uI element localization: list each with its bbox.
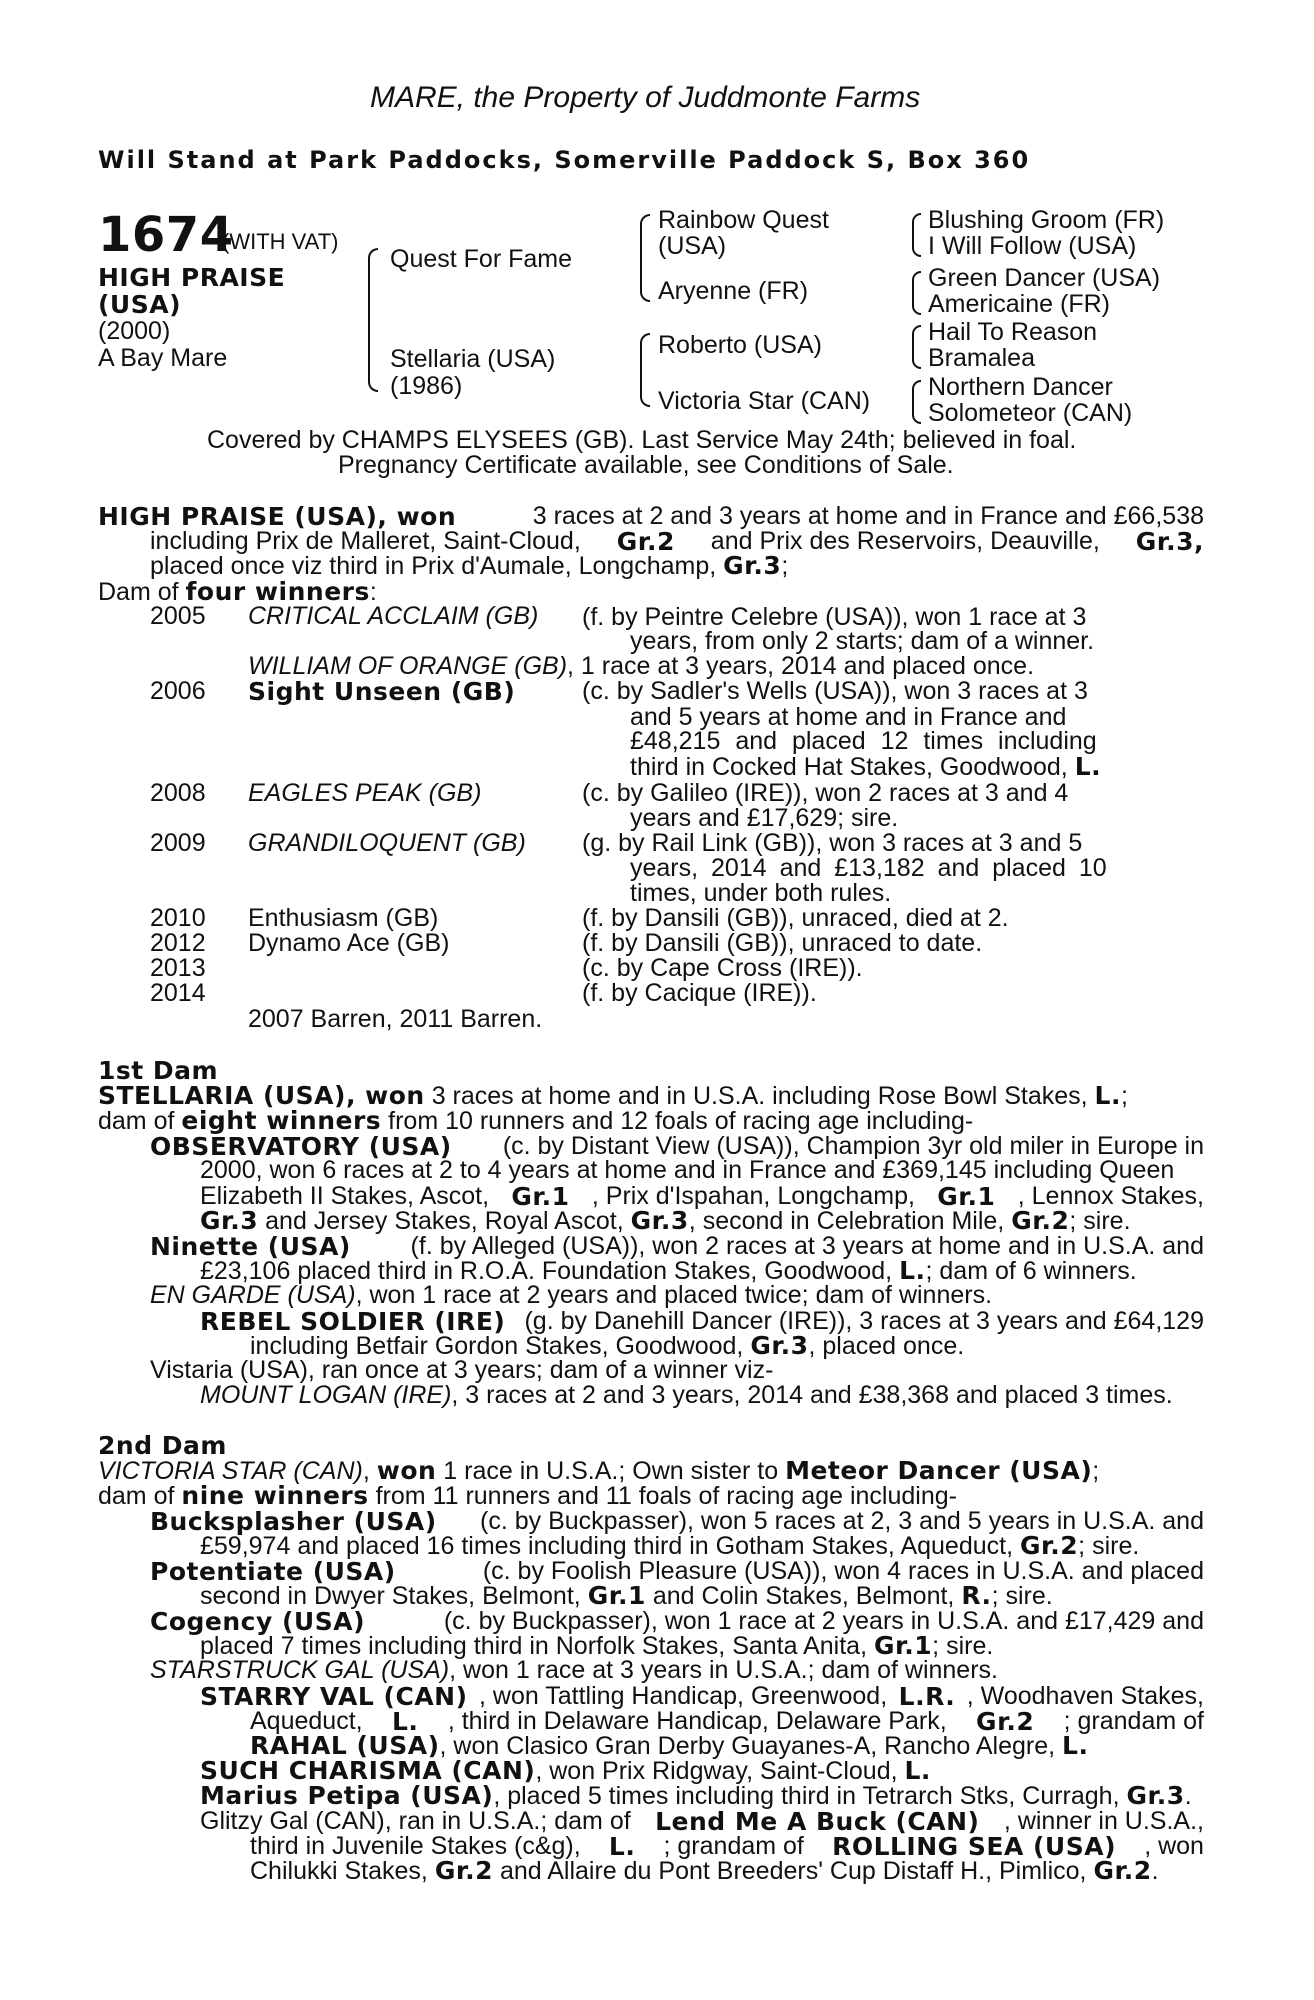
pedigree-gg3: Green Dancer (USA)	[928, 264, 1161, 292]
text-span: ; sire.	[932, 1632, 994, 1660]
grade: Gr.3	[1126, 1781, 1185, 1810]
text-span: (f. by Alleged (USA)), won 2 races at 3 years at home and in U.S.A. and	[410, 1232, 1204, 1260]
horse-name-italic: VICTORIA STAR (CAN)	[98, 1457, 363, 1485]
grade: L.	[904, 1756, 931, 1785]
text-span: £59,974 and placed 16 times including third in Gotham Stakes, Aqueduct,	[200, 1532, 1014, 1560]
grade: Gr.3	[750, 1331, 809, 1360]
text-span: (c. by Distant View (USA)), Champion 3yr old miler in Europe in	[502, 1132, 1204, 1160]
grade: L.	[391, 1707, 419, 1736]
grade: Gr.1	[511, 1182, 570, 1211]
text-span: Glitzy Gal (CAN), ran in U.S.A.; dam of	[200, 1807, 631, 1835]
grade: L.	[1062, 1731, 1089, 1760]
grade: Gr.1	[937, 1182, 996, 1211]
text-span: ; sire.	[1069, 1207, 1131, 1235]
text-span: :	[369, 578, 377, 606]
text-line	[150, 1607, 1204, 1634]
text-span: ;	[781, 552, 789, 580]
text-span: , won 1 race at 3 years in U.S.A.; dam of winners.	[449, 1656, 998, 1684]
text-span: Elizabeth II Stakes, Ascot,	[200, 1182, 490, 1210]
produce-detail	[630, 703, 1118, 730]
horse-name-bold: Potentiate (USA)	[150, 1557, 396, 1586]
pedigree-dam-sire: Roberto (USA)	[658, 331, 822, 359]
first-dam-heading: 1st Dam	[98, 1056, 219, 1085]
pedigree-sire-dam: Aryenne (FR)	[658, 277, 809, 305]
text-span: third in Juvenile Stakes (c&g),	[250, 1832, 581, 1860]
text-line	[200, 1807, 1204, 1834]
text-line	[200, 1207, 1131, 1235]
text-line: Vistaria (USA), ran once at 3 years; dam of a winner viz-	[150, 1356, 774, 1384]
text-span: , Woodhaven Stakes,	[966, 1682, 1204, 1710]
grade: Gr.2	[1093, 1856, 1152, 1885]
text-line	[150, 1507, 1204, 1534]
text-span: third in Cocked Hat Stakes, Goodwood,	[630, 753, 1068, 781]
grade: L.	[899, 1256, 926, 1285]
grade: Gr.3	[723, 551, 782, 580]
text-span: and 5 years at home and in France and	[630, 703, 1067, 731]
horse-name-bold: SUCH CHARISMA (CAN)	[200, 1756, 536, 1785]
horse-name: HIGH PRAISE	[98, 263, 286, 292]
text-span: ; sire.	[1078, 1532, 1140, 1560]
produce-year: 2010	[150, 904, 206, 932]
grade: Gr.3	[630, 1206, 689, 1235]
pedigree-brace-g4	[912, 380, 921, 424]
produce-year: 2014	[150, 979, 206, 1007]
text-line	[200, 1782, 1192, 1810]
horse-name-bold: ROLLING SEA (USA)	[832, 1832, 1117, 1861]
won-label: won	[376, 1456, 437, 1485]
text-line	[98, 1107, 973, 1135]
horse-name-bold: Meteor Dancer (USA)	[785, 1456, 1093, 1485]
text-line	[150, 1657, 998, 1684]
produce-detail: (c. by Sadler's Wells (USA)), won 3 races at 3	[582, 677, 1088, 705]
text-span: and Jersey Stakes, Royal Ascot,	[265, 1207, 624, 1235]
text-span: .	[1151, 1857, 1159, 1885]
pedigree-brace-sire	[640, 214, 650, 302]
grade: Gr.2	[1011, 1206, 1070, 1235]
text-line	[150, 1557, 1204, 1584]
covered-note: Covered by CHAMPS ELYSEES (GB). Last Service May 24th; believed in foal.	[207, 426, 1077, 454]
text-span: (g. by Danehill Dancer (IRE)), 3 races at 3 years and £64,129	[524, 1307, 1204, 1335]
text-line	[250, 1707, 1204, 1734]
produce-detail: years, from only 2 starts; dam of a winner.	[630, 627, 1095, 655]
horse-name-bold: STELLARIA (USA), won	[98, 1081, 425, 1110]
text-line	[150, 527, 1204, 554]
text-span: 1 race in U.S.A.; Own sister to	[443, 1457, 779, 1485]
horse-name-italic: EN GARDE (USA)	[150, 1281, 356, 1309]
pedigree-gg6: Bramalea	[928, 344, 1035, 372]
text-span: , Lennox Stakes,	[1017, 1182, 1204, 1210]
text-span: ;	[1120, 1082, 1128, 1110]
produce-year: 2013	[150, 954, 206, 982]
pedigree-gg4: Americaine (FR)	[928, 290, 1110, 318]
pregnancy-note: Pregnancy Certificate available, see Conditions of Sale.	[338, 451, 954, 479]
pedigree-gg8: Solometeor (CAN)	[928, 399, 1133, 427]
grade: L.R.	[898, 1682, 956, 1711]
produce-name: CRITICAL ACCLAIM (GB)	[248, 602, 539, 630]
grade: Gr.3,	[1135, 527, 1204, 556]
barren-years: 2007 Barren, 2011 Barren.	[248, 1005, 543, 1033]
text-span: , won Tattling Handicap, Greenwood,	[479, 1682, 888, 1710]
winners-count: four winners	[185, 577, 370, 606]
text-span: .	[1184, 1782, 1192, 1810]
horse-name-bold: REBEL SOLDIER (IRE)	[200, 1307, 506, 1336]
text-line	[250, 1832, 1204, 1859]
text-span: , placed once.	[808, 1332, 965, 1360]
pedigree-sire-sire: Rainbow Quest	[658, 206, 829, 234]
text-span: dam of	[98, 1482, 175, 1510]
text-line	[150, 1282, 992, 1309]
horse-name-bold: STARRY VAL (CAN)	[200, 1682, 468, 1711]
produce-detail: (f. by Dansili (GB)), unraced to date.	[582, 929, 983, 957]
text-span: (c. by Buckpasser), won 1 race at 2 years in U.S.A. and £17,429 and	[443, 1607, 1204, 1635]
vat-label: (WITH VAT)	[222, 229, 339, 254]
text-span: including Prix de Malleret, Saint-Cloud,	[150, 527, 581, 555]
text-span: £23,106 placed third in R.O.A. Foundation Stakes, Goodwood,	[200, 1257, 893, 1285]
winners-count: eight winners	[181, 1106, 382, 1135]
produce-year: 2009	[150, 829, 206, 857]
horse-name-bold: HIGH PRAISE (USA), won	[98, 502, 457, 531]
text-span: 3 races at 2 and 3 years at home and in France and £66,538	[532, 502, 1204, 530]
horse-name-bold: Lend Me A Buck (CAN)	[655, 1807, 980, 1836]
horse-name-italic: MOUNT LOGAN (IRE)	[200, 1381, 452, 1409]
text-line	[98, 502, 1204, 529]
produce-year: 2006	[150, 677, 206, 705]
text-span: from 11 runners and 11 foals of racing age including-	[375, 1482, 957, 1510]
horse-origin: (USA)	[98, 290, 182, 319]
pedigree-gg2: I Will Follow (USA)	[928, 232, 1137, 260]
grade: L.	[608, 1832, 636, 1861]
horse-year: (2000)	[98, 317, 171, 345]
produce-detail: years, 2014 and £13,182 and placed 10	[630, 854, 1107, 882]
text-line	[250, 1857, 1159, 1885]
text-span: , placed 5 times including third in Tetrarch Stks, Curragh,	[493, 1782, 1120, 1810]
text-span: , 1 race at 3 years, 2014 and placed once.	[567, 652, 1035, 680]
grade: Gr.2	[616, 527, 675, 556]
produce-detail: years and £17,629; sire.	[630, 804, 899, 832]
text-span: and Colin Stakes, Belmont,	[652, 1582, 955, 1610]
text-span: , won Clasico Gran Derby Guayanes-A, Rancho Alegre,	[439, 1732, 1056, 1760]
text-span: second in Dwyer Stakes, Belmont,	[200, 1582, 581, 1610]
lot-number: 1674	[98, 207, 234, 263]
produce-name: EAGLES PEAK (GB)	[248, 779, 482, 807]
pedigree-brace-g1	[912, 213, 921, 257]
produce-name-line	[248, 653, 1034, 680]
pedigree-sire: Quest For Fame	[390, 245, 572, 273]
text-span: placed 7 times including third in Norfolk Stakes, Santa Anita,	[200, 1632, 868, 1660]
text-span: , Prix d'Ispahan, Longchamp,	[591, 1182, 915, 1210]
produce-detail: times, under both rules.	[630, 879, 892, 907]
grade: L.	[1074, 752, 1102, 781]
stand-location: Will Stand at Park Paddocks, Somerville Paddock S, Box 360	[98, 146, 1031, 174]
horse-name-bold: OBSERVATORY (USA)	[150, 1132, 452, 1161]
text-span: and Prix des Reservoirs, Deauville,	[710, 527, 1100, 555]
text-span: placed once viz third in Prix d'Aumale, Longchamp,	[150, 552, 717, 580]
text-span: ; grandam of	[663, 1832, 804, 1860]
text-span: , won	[1144, 1832, 1204, 1860]
text-span: from 10 runners and 12 foals of racing age including-	[388, 1107, 974, 1135]
pedigree-gg1: Blushing Groom (FR)	[928, 206, 1165, 234]
grade: L.	[1094, 1081, 1121, 1110]
page-title: MARE, the Property of Juddmonte Farms	[370, 81, 921, 114]
pedigree-dam: Stellaria (USA)	[390, 345, 556, 373]
grade: Gr.1	[587, 1581, 646, 1610]
text-span: ;	[1092, 1457, 1100, 1485]
produce-year: 2005	[150, 602, 206, 630]
grade: Gr.2	[1019, 1531, 1079, 1560]
winners-count: nine winners	[181, 1481, 369, 1510]
text-span: ; grandam of	[1063, 1707, 1204, 1735]
produce-detail	[582, 603, 1118, 630]
grade: Gr.2	[434, 1856, 493, 1885]
text-span: , won 1 race at 2 years and placed twice; dam of winners.	[355, 1281, 993, 1309]
text-line	[200, 1307, 1204, 1334]
text-span: Aqueduct,	[250, 1707, 363, 1735]
grade: R.	[961, 1581, 992, 1610]
horse-description: A Bay Mare	[98, 344, 228, 372]
grade: Gr.1	[873, 1631, 933, 1660]
produce-name: WILLIAM OF ORANGE (GB)	[248, 652, 568, 680]
grade: Gr.2	[976, 1707, 1035, 1736]
produce-name: GRANDILOQUENT (GB)	[248, 829, 526, 857]
produce-year: 2012	[150, 929, 206, 957]
produce-detail	[630, 753, 1101, 781]
produce-name: Enthusiasm (GB)	[248, 904, 439, 932]
text-line	[150, 1232, 1204, 1259]
pedigree-gg5: Hail To Reason	[928, 318, 1098, 346]
text-span: , 3 races at 2 and 3 years, 2014 and £38,368 and placed 3 times.	[451, 1381, 1173, 1409]
text-span: ,	[362, 1457, 370, 1485]
horse-name-bold: Bucksplasher (USA)	[150, 1507, 437, 1536]
text-span: ; sire.	[991, 1582, 1053, 1610]
produce-name: Dynamo Ace (GB)	[248, 929, 450, 957]
text-line	[98, 1482, 957, 1510]
text-line	[200, 1382, 1173, 1409]
text-line	[200, 1182, 1204, 1209]
pedigree-brace-g2	[912, 271, 921, 315]
horse-name-bold: Ninette (USA)	[150, 1232, 351, 1261]
pedigree-brace-dam	[640, 333, 650, 407]
text-span: Chilukki Stakes,	[250, 1857, 428, 1885]
pedigree-brace-g3	[912, 325, 921, 369]
text-line: 2000, won 6 races at 2 to 4 years at home and in France and £369,145 including Queen	[200, 1156, 1175, 1184]
text-span: dam of	[98, 1107, 175, 1135]
text-line	[150, 552, 788, 580]
text-line	[150, 1132, 1204, 1159]
text-span: Dam of	[98, 578, 179, 606]
text-span: , third in Delaware Handicap, Delaware Park,	[447, 1707, 947, 1735]
produce-detail: (c. by Cape Cross (IRE)).	[582, 954, 863, 982]
horse-name-bold: Cogency (USA)	[150, 1607, 365, 1636]
produce-detail: £48,215 and placed 12 times including	[630, 727, 1097, 755]
pedigree-gg7: Northern Dancer	[928, 373, 1113, 401]
text-span: and Allaire du Pont Breeders' Cup Distaff H., Pimlico,	[499, 1857, 1087, 1885]
text-line	[200, 1532, 1139, 1560]
text-span: ; dam of 6 winners.	[925, 1257, 1137, 1285]
text-span: , second in Celebration Mile,	[688, 1207, 1005, 1235]
second-dam-heading: 2nd Dam	[98, 1431, 227, 1460]
pedigree-sire-sire-origin: (USA)	[658, 232, 727, 260]
text-span: , winner in U.S.A.,	[1003, 1807, 1204, 1835]
text-line	[200, 1582, 1053, 1610]
produce-detail: (g. by Rail Link (GB)), won 3 races at 3 and 5	[582, 829, 1083, 857]
horse-name-bold: Marius Petipa (USA)	[200, 1781, 494, 1810]
produce-detail: (f. by Dansili (GB)), unraced, died at 2.	[582, 904, 1009, 932]
produce-year: 2008	[150, 779, 206, 807]
pedigree-brace-main	[368, 248, 378, 392]
produce-name: Sight Unseen (GB)	[248, 677, 516, 706]
grade: Gr.3	[200, 1206, 259, 1235]
horse-name-italic: STARSTRUCK GAL (USA)	[150, 1656, 450, 1684]
text-span: (c. by Buckpasser), won 5 races at 2, 3 and 5 years in U.S.A. and	[480, 1507, 1204, 1535]
text-span: (f. by Peintre Celebre (USA)), won 1 race at 3	[582, 603, 1087, 631]
pedigree-dam-year: (1986)	[390, 372, 463, 400]
text-span: , won Prix Ridgway, Saint-Cloud,	[535, 1757, 898, 1785]
text-line	[200, 1682, 1204, 1709]
pedigree-dam-dam: Victoria Star (CAN)	[658, 387, 871, 415]
produce-detail: (f. by Cacique (IRE)).	[582, 979, 817, 1007]
horse-name-bold: RAHAL (USA)	[250, 1731, 440, 1760]
produce-detail: (c. by Galileo (IRE)), won 2 races at 3 and 4	[582, 779, 1069, 807]
text-span: 3 races at home and in U.S.A. including Rose Bowl Stakes,	[431, 1082, 1088, 1110]
text-span: including Betfair Gordon Stakes, Goodwood,	[250, 1332, 744, 1360]
text-span: (c. by Foolish Pleasure (USA)), won 4 races in U.S.A. and placed	[482, 1557, 1204, 1585]
